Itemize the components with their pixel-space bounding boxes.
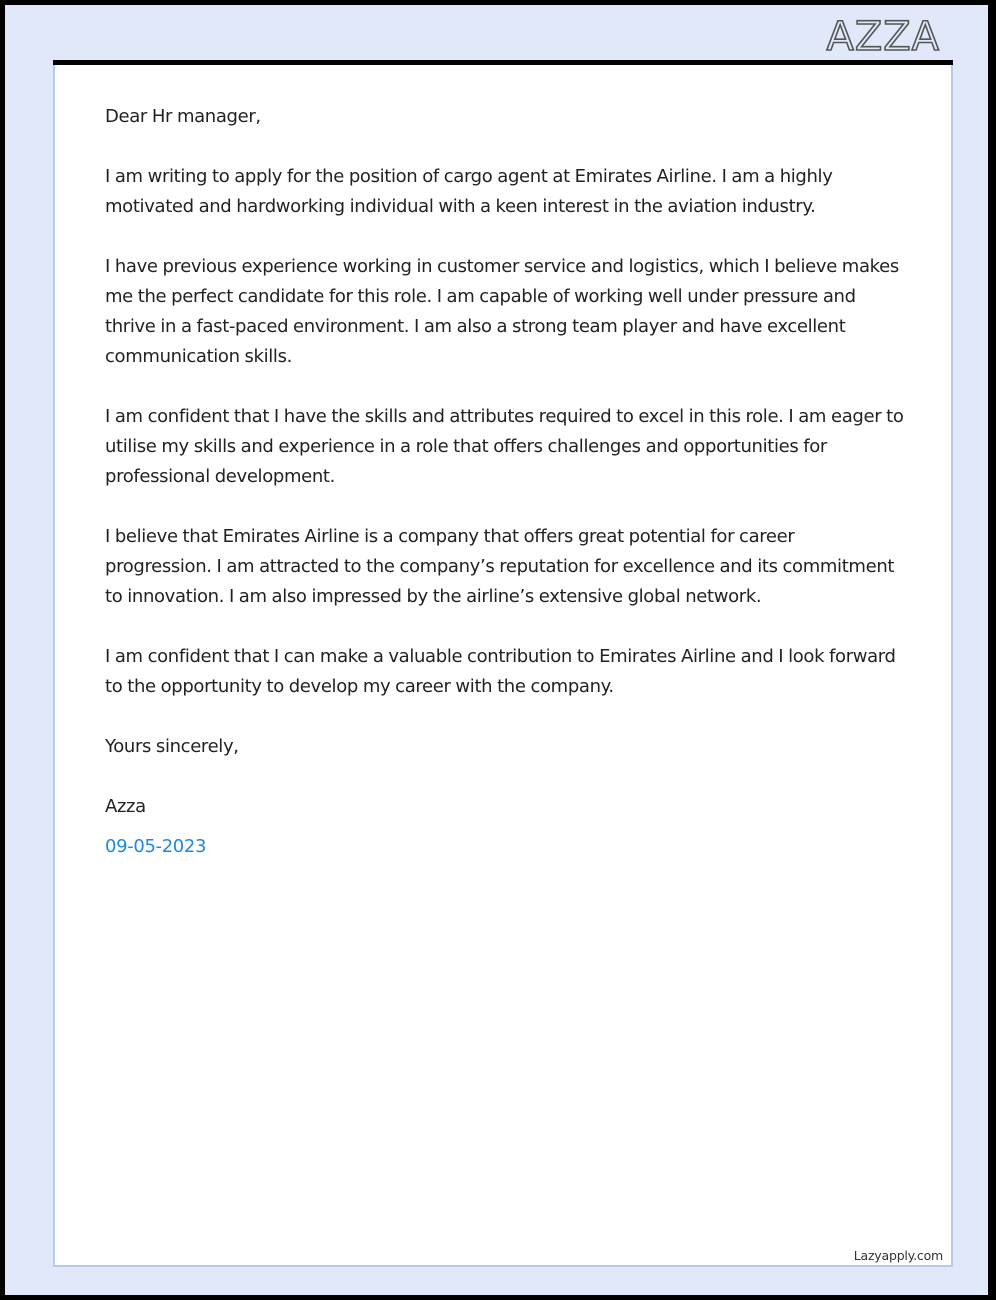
footer-credit: Lazyapply.com xyxy=(853,1248,943,1263)
page-frame xyxy=(5,5,988,1295)
signature: Azza xyxy=(105,796,146,817)
letter-date: 09-05-2023 xyxy=(105,836,207,857)
paragraph-4: I believe that Emirates Airline is a company that offers great potential for career progression. I am attracted to the company’s reputation for excellence and its commitment to innovation. I am also impressed by the airline’s extensive global network. xyxy=(105,526,895,607)
paragraph-1: I am writing to apply for the position of cargo agent at Emirates Airline. I am a highly motivated and hardworking individual with a keen interest in the aviation industry. xyxy=(105,166,833,217)
paragraph-5: I am confident that I can make a valuable contribution to Emirates Airline and I look forward to the opportunity to develop my career with the company. xyxy=(105,646,896,697)
paragraph-3: I am confident that I have the skills and attributes required to excel in this role. I am eager to utilise my skills and experience in a role that offers challenges and opportunities for professional development. xyxy=(105,406,904,487)
salutation: Dear Hr manager, xyxy=(105,106,261,127)
closing: Yours sincerely, xyxy=(105,736,239,757)
paragraph-2: I have previous experience working in customer service and logistics, which I believe makes me the perfect candidate for this role. I am capable of working well under pressure and thrive in a fast-paced environment. I am also a strong team player and have excellent communication skills. xyxy=(105,256,899,367)
cover-letter-body xyxy=(105,102,905,862)
letter-header-name: AZZA xyxy=(826,14,940,60)
letter-paper xyxy=(53,65,953,1267)
